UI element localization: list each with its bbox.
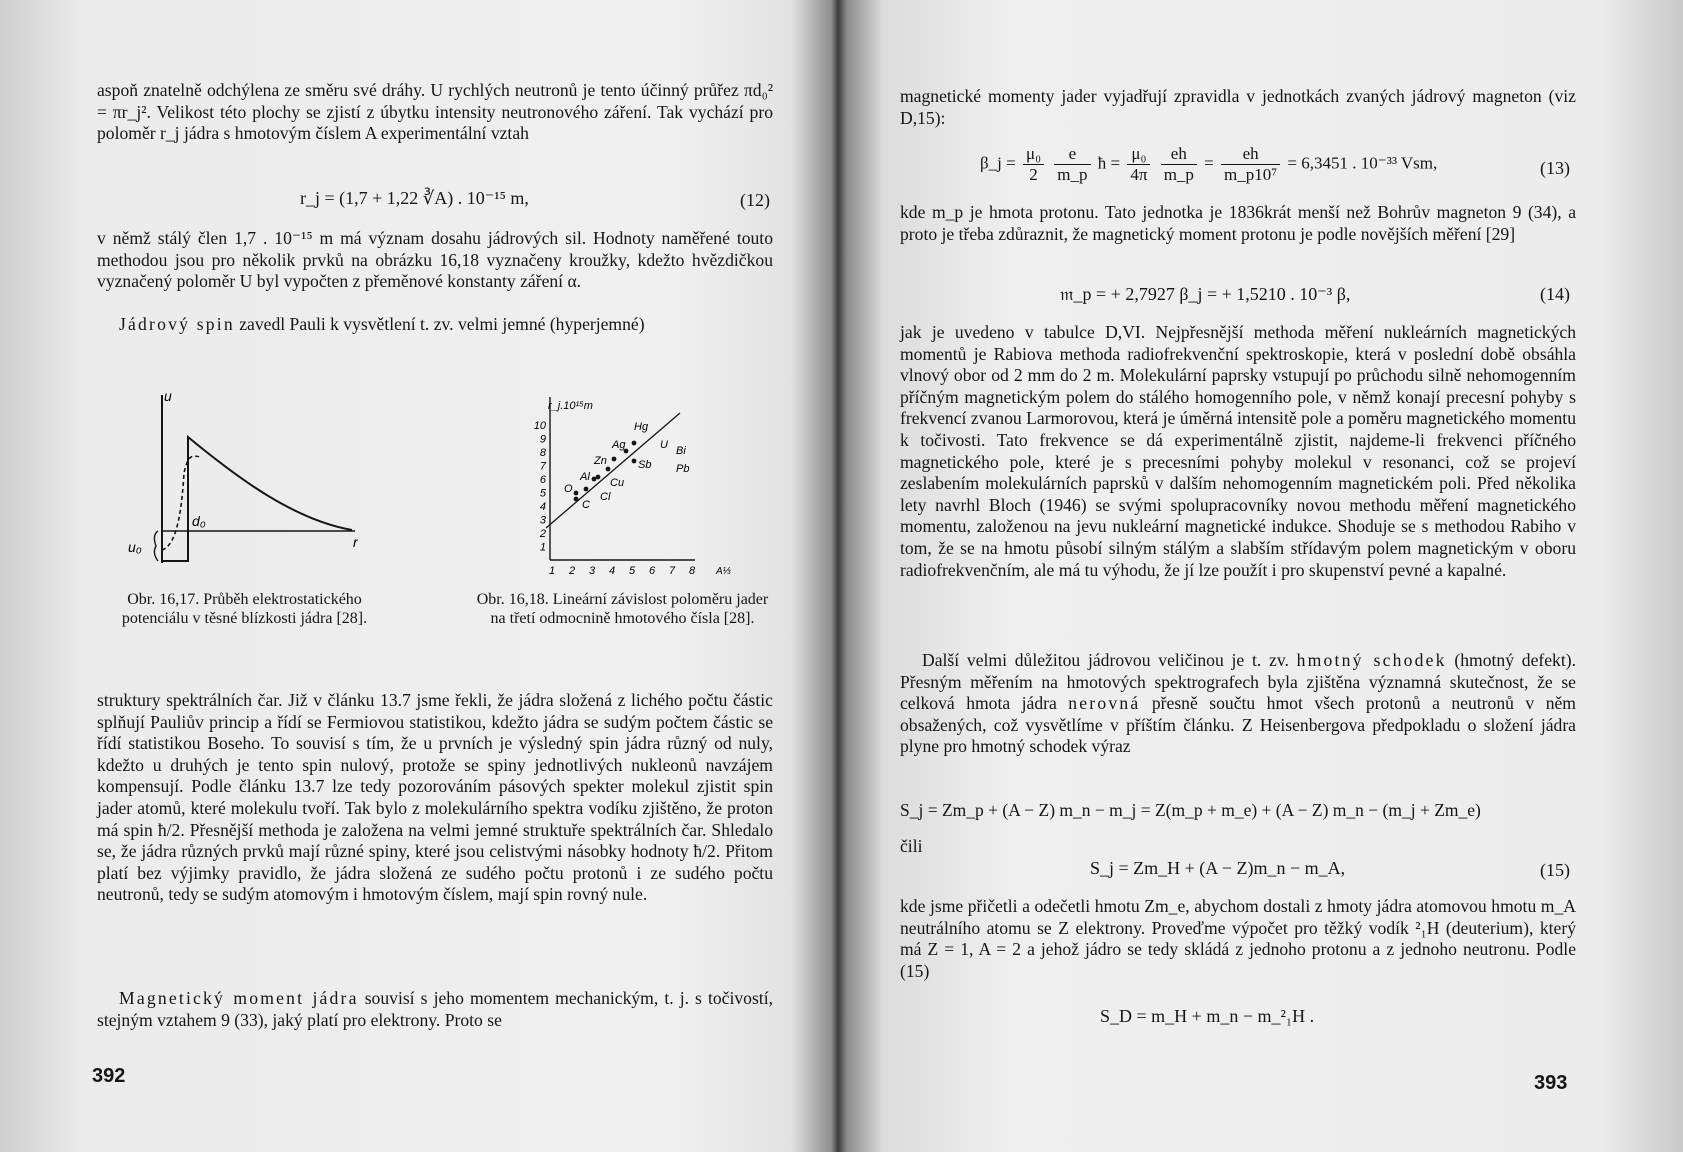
fig2-y-tick: 4 (539, 501, 546, 513)
equation-12-number: (12) (740, 190, 770, 210)
equation-mass-defect: S_j = Zm_p + (A − Z) m_n − m_j = Z(m_p + m_e) + (A − Z) m_n − (m_j + Zm_e) (900, 800, 1481, 820)
fig2-element-u: U (660, 439, 668, 451)
fig2-data-point (574, 491, 579, 496)
fig2-axis-label: r_j.10¹⁵m (548, 400, 593, 412)
equation-13-number: (13) (1540, 158, 1570, 178)
fig2-y-tick: 5 (539, 487, 546, 500)
cili-label: čili (900, 836, 923, 856)
left-para-4: struktury spektrálních čar. Již v článku 13.7 jsme řekli, že jádra složená z lichého počtu částic splňují Pauliův princip a řídí se Fermiovou statistikou, kdežto jádra se sudým počtem částic se řídí statistikou Boseho. To souvisí s tím, že u prvních je výsledný spin jádra různý od nuly, kdežto u druhých je tento spin nulový, protože se spiny jednotlivých nukleonů navzájem kompensují. Podle článku 13.7 lze tedy pozorováním pásových spekter molekul zjistit spin jader atomů, které molekulu tvoří. Tak bylo z molekulárního spektra vodíku zjištěno, že proton má spin ħ/2. Přesnější methoda je založena na velmi jemné struktuře spektrálních čar. Shledalo se, že jádra různých prvků mají různé spiny, které jsou celistvými násobky hodnoty ħ/2. Přitom platí bez výjimky pravidlo, že jádra složená ze sudého počtu protonů i ze sudého počtu neutronů, tedy se sudým atomovým i hmotovým číslem, mají spin rovný nule. (97, 690, 773, 905)
left-para-3 (97, 314, 773, 336)
page-number-left: 392 (92, 1065, 126, 1087)
term-nuclear-spin: Jádrový spin (119, 314, 235, 334)
fig2-y-tick: 8 (539, 447, 546, 459)
fig2-x-unit: A⅓ (716, 566, 732, 577)
left-para-3-rest: zavedl Pauli k vysvětlení t. zv. velmi jemné (hyperjemné) (234, 314, 645, 334)
fig2-x-tick: 4 (608, 565, 616, 577)
frac-3: $\frac{\text{μ₀}}{4\pi}$ (1127, 144, 1150, 185)
left-para-5-rest: souvisí s jeho momentem mechanickým, t. j. s točivostí, stejným vztahem 9 (33), jaký platí pro elektrony. Proto se (97, 988, 773, 1030)
radius-vs-mass-chart (510, 385, 732, 585)
fig2-y-tick: 6 (539, 474, 546, 486)
fig1-label-r: r (353, 534, 358, 550)
equation-13: β_j = $\frac{\text{μ₀}}{2}$ $\frac{e}{m\_p}$ ħ = $\frac{\text{μ₀}}{4\pi}$ $\frac{eh}{m\_p}$ = $\frac{eh}{\text{m\_p10⁷}}$ = 6,3451 . 10⁻³³ Vsm, (980, 144, 1438, 184)
caption-16-17: Obr. 16,17. Průběh elektrostatického potenciálu v těsné blízkosti jádra [28]. (121, 591, 368, 627)
figure-16-17 (120, 385, 370, 585)
left-para-1: aspoň znatelně odchýlena ze směru své dráhy. U rychlých neutronů je tento účinný průřez πd₀² = πr_j². Velikost této plochy se zjistí z úbytku intensity neutronového záření. Tak vychází pro poloměr r_j jádra s hmotovým číslem A experimentální vztah (97, 80, 773, 144)
left-para-2: v němž stálý člen 1,7 . 10⁻¹⁵ m má význam dosahu jádrových sil. Hodnoty naměřené touto methodou jsou pro několik prvků na obrázku 16,18 vyznačeny kroužky, kdežto hvězdičkou vyznačený poloměr U byl vypočten z přeměnové konstanty záření α. (97, 228, 773, 292)
caption-16-18: Obr. 16,18. Lineární závislost poloměru jader na třetí odmocnině hmotového čísla [28]. (476, 591, 769, 627)
left-para-5 (97, 988, 773, 1031)
fig2-element-ag: Ag (612, 439, 626, 451)
fig2-data-point (584, 487, 589, 492)
equation-15-number: (15) (1540, 860, 1570, 880)
term-not-equal: nerovná (1068, 693, 1141, 714)
fig2-x-tick: 8 (688, 565, 696, 577)
frac-5: $\frac{eh}{\text{m\_p10⁷}}$ (1221, 144, 1280, 185)
fig2-x-tick: 3 (588, 565, 596, 577)
equation-15: S_j = Zm_H + (A − Z)m_n − m_A, (1090, 858, 1346, 878)
equation-14: 𝔪_p = + 2,7927 β_j = + 1,5210 . 10⁻³ β, (1060, 284, 1351, 304)
fig2-element-cl: Cl (600, 491, 611, 503)
fig2-data-point (612, 457, 617, 462)
fig2-y-tick: 9 (539, 433, 546, 446)
term-magnetic-moment: Magnetický moment jádra (119, 988, 359, 1008)
page-number-right: 393 (1534, 1072, 1568, 1094)
fig2-data-point (632, 459, 637, 464)
fig2-y-tick: 7 (539, 460, 546, 473)
left-page (0, 0, 835, 1152)
fig2-x-tick: 2 (568, 565, 576, 577)
fig2-element-al: Al (580, 471, 590, 483)
right-para-5: kde jsme přičetli a odečetli hmotu Zm_e, abychom dostali z hmoty jádra atomovou hmotu m_A neutrálního atomu se Z elektrony. Proveďme výpočet pro těžký vodík ²₁H (deuterium), který má Z = 1, A = 2 a jehož jádro se tedy skládá z jednoho protonu a z jednoho neutronu. Podle (15) (900, 896, 1576, 981)
equation-deuterium: S_D = m_H + m_n − m_²₁H . (1100, 1006, 1315, 1026)
fig2-element-bi: Bi (676, 445, 686, 457)
fig2-data-point (596, 475, 601, 480)
fig2-y-tick: 10 (533, 420, 546, 432)
fig2-data-point (574, 497, 579, 502)
fig1-label-u0: u₀ (128, 539, 142, 555)
right-page (850, 0, 1683, 1152)
fig2-element-o: O (564, 483, 573, 495)
term-mass-defect: hmotný schodek (1296, 650, 1447, 670)
frac-1: $\frac{\text{μ₀}}{2}$ (1023, 144, 1044, 185)
right-para-1: magnetické momenty jader vyjadřují zpravidla v jednotkách zvaných jádrový magneton (viz D,15): (900, 86, 1576, 128)
fig2-x-tick: 7 (668, 565, 676, 577)
potential-curve (162, 437, 352, 561)
fig2-x-tick: 6 (648, 565, 656, 577)
fig2-data-point (632, 441, 637, 446)
fig1-label-d0: d₀ (192, 513, 206, 529)
potential-dashed (162, 456, 200, 550)
fig2-element-hg: Hg (634, 421, 649, 433)
fig2-element-cu: Cu (610, 477, 625, 489)
fig2-y-tick: 3 (539, 514, 546, 527)
frac-2: $\frac{e}{m\_p}$ (1054, 144, 1090, 185)
equation-12: r_j = (1,7 + 1,22 ∛A) . 10⁻¹⁵ m, (300, 188, 529, 208)
right-para-4: Další velmi důležitou jádrovou veličinou je t. zv. hmotný schodek (hmotný defekt). Přesným měřením na hmotových spektrografech byla zjištěna významná skutečnost, že se celková hmota jádra nerovná přesně součtu hmot všech protonů a neutronů v něm obsažených, což vysvětlíme v příštím článku. Z Heisenbergova předpokladu o složení jádra plyne pro hmotný schodek výraz (900, 650, 1576, 757)
fig2-element-c: C (582, 499, 590, 511)
frac-4: $\frac{eh}{m\_p}$ (1161, 144, 1197, 185)
fig2-x-tick: 1 (548, 565, 556, 577)
fig2-y-tick: 1 (539, 541, 546, 554)
fig2-element-pb: Pb (676, 463, 690, 475)
fig2-y-tick: 2 (539, 528, 546, 540)
fig2-fit-line (546, 413, 680, 528)
equation-14-number: (14) (1540, 284, 1570, 304)
u0-brace (154, 531, 158, 561)
fig1-label-u: u (164, 388, 172, 404)
fig2-element-sb: Sb (638, 459, 652, 471)
right-para-3: jak je uvedeno v tabulce D,VI. Nejpřesnější methoda měření nukleárních magnetických momentů je Rabiova methoda radiofrekvenční spektroskopie, která v poslední době obsáhla vlnový obor od 2 mm do 2 m. Molekulární paprsky vstupují po průchodu silně nehomogenním příčným magnetickým polem do stálého homogenního pole, v němž konají precesní pohyby s frekvencí zvanou Larmorovou, která je úměrná intensitě pole a poměru magnetického momentu k točivosti. Tato frekvence se dá experimentálně zjistit, najdeme-li frekvenci příčného magnetického pole, které je s precesními pohyby molekul v resonanci, což se projeví zeslabením molekulárních paprsků v dalším nehomogenním magnetickém poli. Před několika lety navrhl Bloch (1946) se svými spolupracovníky novou methodu měření magnetického momentu, založenou na jevu nukleární magnetické indukce. Shoduje se s methodou Rabiho v tom, že se na hmotu působí silným stálým a slabším střídavým polem magnetickým v oboru radiofrekvenčním, ale má tu výhodu, že jí lze použít i pro skupenství pevné a kapalné. (900, 322, 1576, 580)
fig2-data-point (606, 467, 611, 472)
potential-curve-diagram (120, 385, 370, 585)
figure-16-18 (510, 385, 732, 585)
right-para-2: kde m_p je hmota protonu. Tato jednotka je 1836krát menší než Bohrův magneton 9 (34), a proto je třeba zdůraznit, že magnetický moment protonu je podle novějších měření [29] (900, 202, 1576, 244)
fig2-element-zn: Zn (594, 455, 607, 467)
fig2-x-tick: 5 (628, 565, 636, 577)
